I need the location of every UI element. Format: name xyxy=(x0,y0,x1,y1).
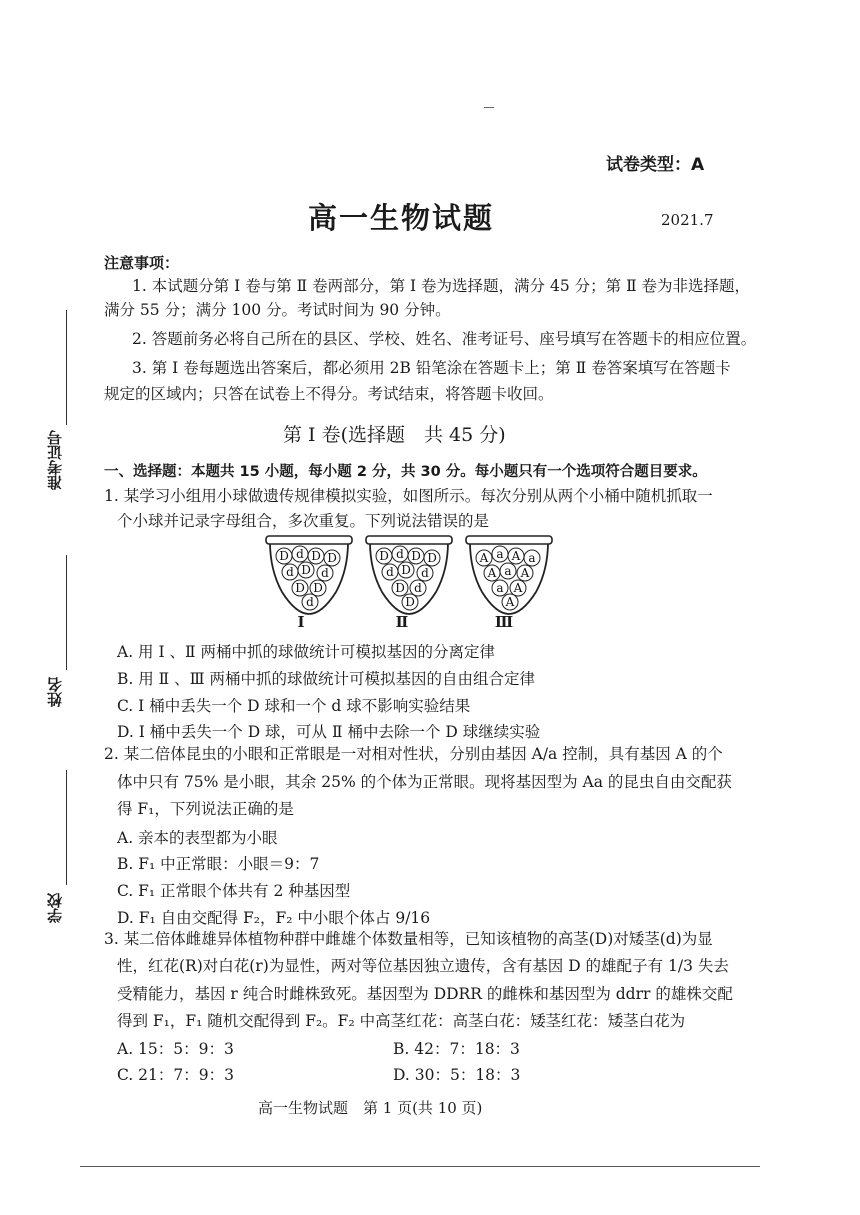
q1-option-a[interactable]: A. 用 Ⅰ 、Ⅱ 两桶中抓的球做统计可模拟基因的分离定律 xyxy=(117,643,495,661)
exam-title: 高一生物试题 xyxy=(308,201,495,235)
ball-a: a xyxy=(496,581,504,595)
q2-stem-line2: 体中只有 75% 是小眼，其余 25% 的个体为正常眼。现将基因型为 Aa 的昆虫自由交配获 xyxy=(117,773,732,791)
q3-option-d[interactable]: D. 30：5：18：3 xyxy=(393,1066,521,1084)
q1-option-c[interactable]: C. Ⅰ 桶中丢失一个 D 球和一个 d 球不影响实验结果 xyxy=(117,697,471,715)
ball-D: D xyxy=(327,551,337,565)
ball-d: d xyxy=(296,547,304,561)
ball-D: D xyxy=(279,549,289,563)
ball-a: a xyxy=(504,564,512,578)
page-bottom-edge xyxy=(80,1166,760,1167)
ball-D: D xyxy=(411,549,421,563)
q2-option-c[interactable]: C. F₁ 正常眼个体共有 2 种基因型 xyxy=(117,882,351,900)
school-line[interactable] xyxy=(66,770,67,885)
q3-stem-line3: 受精能力，基因 r 纯合时雌株致死。基因型为 DDRR 的雌株和基因型为 ddrr 的雄株交配 xyxy=(117,985,733,1003)
ball-d: d xyxy=(396,547,404,561)
ball-D: D xyxy=(401,563,411,577)
bucket-3-label: Ⅲ xyxy=(494,613,514,631)
q1-option-d[interactable]: D. Ⅰ 桶中丢失一个 D 球，可从 Ⅱ 桶中去除一个 D 球继续实验 xyxy=(117,723,541,741)
q1-option-b[interactable]: B. 用 Ⅱ 、Ⅲ 两桶中抓的球做统计可模拟基因的自由组合定律 xyxy=(117,670,536,688)
notes-item-1-cont: 满分 55 分；满分 100 分。考试时间为 90 分钟。 xyxy=(104,301,451,319)
bucket-2 xyxy=(366,536,452,614)
ball-d: d xyxy=(306,595,314,609)
ball-d: d xyxy=(414,581,422,595)
ball-D: D xyxy=(295,581,305,595)
bucket-3 xyxy=(466,536,552,614)
q1-stem-line1: 1. 某学习小组用小球做遗传规律模拟实验，如图所示。每次分别从两个小桶中随机抓取一 xyxy=(104,487,713,505)
exam-id-line[interactable] xyxy=(66,310,67,425)
ball-D: D xyxy=(427,551,437,565)
notes-item-3-cont: 规定的区域内；只答在试卷上不得分。考试结束，将答题卡收回。 xyxy=(104,385,554,403)
name-label: 姓名 xyxy=(46,677,64,707)
ball-D: D xyxy=(379,549,389,563)
q2-option-b[interactable]: B. F₁ 中正常眼：小眼＝9：7 xyxy=(117,855,320,873)
ball-A: A xyxy=(479,551,489,565)
ball-d: d xyxy=(286,565,294,579)
q3-stem-line2: 性，红花(R)对白花(r)为显性，两对等位基因独立遗传，含有基因 D 的雄配子有 1/3 失去 xyxy=(117,957,729,975)
notes-heading: 注意事项： xyxy=(104,254,180,272)
ball-A: A xyxy=(511,549,521,563)
q3-option-b[interactable]: B. 42：7：18：3 xyxy=(393,1040,520,1058)
school-label: 学校 xyxy=(46,893,64,923)
ball-A: A xyxy=(487,566,497,580)
section-title: 第 Ⅰ 卷(选择题 共 45 分) xyxy=(283,424,506,446)
page-footer: 高一生物试题 第 1 页(共 10 页) xyxy=(258,1099,483,1117)
q3-option-a[interactable]: A. 15：5：9：3 xyxy=(117,1040,234,1058)
q1-stem-line2: 个小球并记录字母组合，多次重复。下列说法错误的是 xyxy=(117,512,490,530)
ball-A: A xyxy=(520,566,530,580)
ball-D: D xyxy=(405,595,415,609)
ball-d: d xyxy=(321,566,329,580)
q2-option-a[interactable]: A. 亲本的表型都为小眼 xyxy=(117,829,278,847)
ball-A: A xyxy=(513,581,523,595)
notes-item-1: 1. 本试题分第 Ⅰ 卷与第 Ⅱ 卷两部分，第 Ⅰ 卷为选择题，满分 45 分；第 Ⅱ 卷为非选择题， xyxy=(132,277,751,295)
exam-type-label: 试卷类型：A xyxy=(606,155,705,175)
ball-d: d xyxy=(421,566,429,580)
q3-option-c[interactable]: C. 21：7：9：3 xyxy=(117,1066,234,1084)
ball-D: D xyxy=(311,549,321,563)
name-line[interactable] xyxy=(66,555,67,670)
ball-D: D xyxy=(395,581,405,595)
notes-item-2: 2. 答题前务必将自己所在的县区、学校、姓名、准考证号、座号填写在答题卡的相应位置。 xyxy=(132,330,757,348)
q2-option-d[interactable]: D. F₁ 自由交配得 F₂，F₂ 中小眼个体占 9/16 xyxy=(117,909,431,927)
q2-stem-line3: 得 F₁，下列说法正确的是 xyxy=(117,800,294,818)
bucket-2-label: Ⅱ xyxy=(395,613,409,631)
notes-item-3: 3. 第 Ⅰ 卷每题选出答案后，都必须用 2B 铅笔涂在答题卡上；第 Ⅱ 卷答案填写在答题卡 xyxy=(132,359,731,377)
ball-d: d xyxy=(386,565,394,579)
ball-a: a xyxy=(528,551,536,565)
exam-date: 2021.7 xyxy=(661,211,714,229)
top-mark xyxy=(484,107,494,108)
ball-D: D xyxy=(301,563,311,577)
bucket-1-label: Ⅰ xyxy=(297,613,305,631)
bucket-1 xyxy=(266,536,352,614)
ball-a: a xyxy=(496,547,504,561)
ball-D: D xyxy=(313,581,323,595)
ball-A: A xyxy=(505,595,515,609)
section-instruction: 一、选择题：本题共 15 小题，每小题 2 分，共 30 分。每小题只有一个选项符合题目要求。 xyxy=(104,464,707,480)
q2-stem-line1: 2. 某二倍体昆虫的小眼和正常眼是一对相对性状，分别由基因 A/a 控制，具有基因 A 的个 xyxy=(104,745,723,763)
q3-stem-line4: 得到 F₁，F₁ 随机交配得到 F₂。F₂ 中高茎红花：高茎白花：矮茎红花：矮茎白花为 xyxy=(117,1012,686,1030)
q3-stem-line1: 3. 某二倍体雌雄异体植物种群中雌雄个体数量相等，已知该植物的高茎(D)对矮茎(d)为显 xyxy=(104,930,713,948)
exam-id-label: 准考证号 xyxy=(46,430,64,490)
